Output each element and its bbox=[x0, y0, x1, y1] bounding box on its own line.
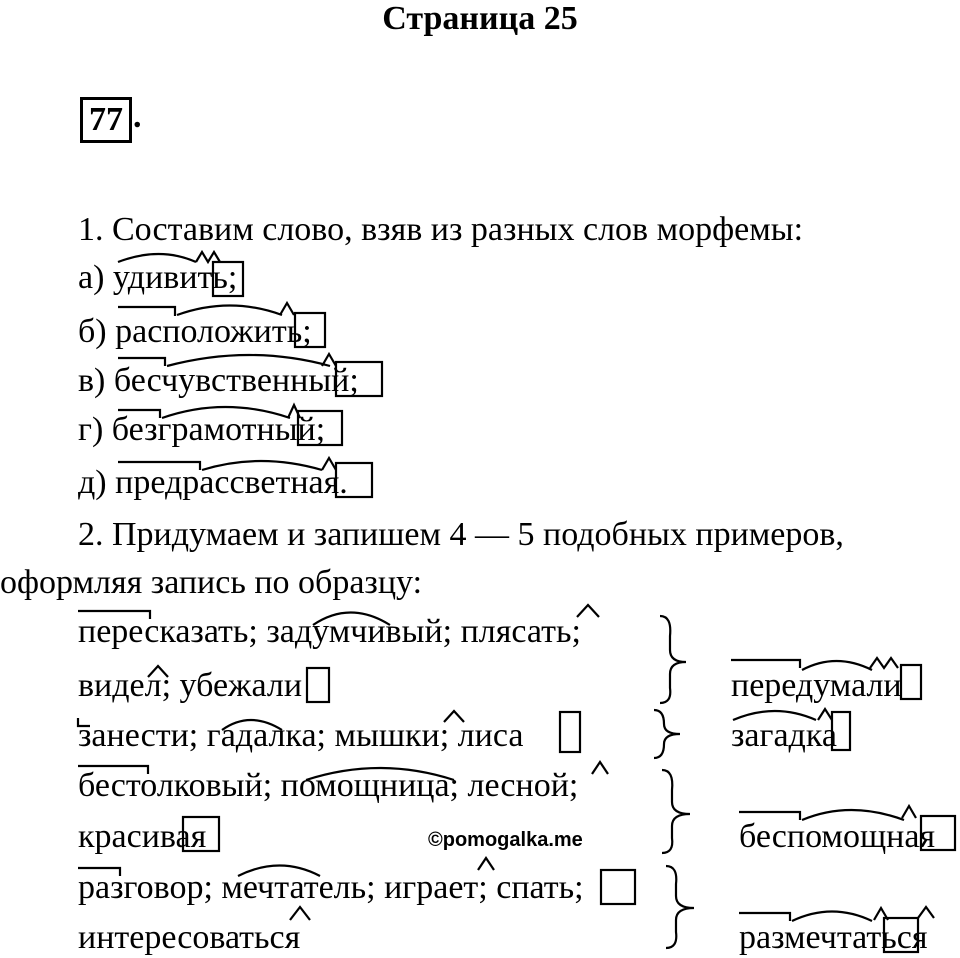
group4-result: размечтаться bbox=[739, 919, 928, 956]
group3-source-line1: бестолковый; помощница; лесной; bbox=[78, 767, 579, 804]
exercise-number: 77 bbox=[80, 97, 132, 143]
group3-source-line2: красивая bbox=[78, 818, 207, 855]
group1-source-line1: пересказать; задумчивый; плясать; bbox=[78, 613, 581, 650]
watermark: ©pomogalka.me bbox=[428, 829, 583, 851]
task2-heading-line1: 2. Придумаем и запишем 4 — 5 подобных примеров, bbox=[78, 516, 844, 553]
task1-item-a: а) удивить; bbox=[78, 259, 238, 296]
suffix-mark bbox=[592, 762, 608, 774]
exercise-number-dot: . bbox=[133, 98, 142, 135]
group4-source-line2: интересоваться bbox=[78, 919, 301, 956]
suffix-mark bbox=[918, 907, 934, 918]
brace bbox=[660, 616, 686, 703]
group4-source-line1: разговор; мечтатель; играет; спать; bbox=[78, 869, 584, 906]
brace bbox=[666, 866, 694, 948]
task2-heading-line2: оформляя запись по образцу: bbox=[0, 564, 423, 601]
page-title: Страница 25 bbox=[382, 0, 578, 37]
ending-box bbox=[901, 665, 921, 699]
brace bbox=[662, 770, 690, 853]
ending-box bbox=[560, 712, 580, 752]
task1-item-b: б) расположить; bbox=[78, 313, 312, 350]
task1-heading: 1. Составим слово, взяв из разных слов морфемы: bbox=[78, 211, 804, 248]
task1-item-d: г) безграмотный; bbox=[78, 411, 326, 448]
group1-result: передумали bbox=[731, 667, 902, 704]
ending-box bbox=[307, 668, 329, 702]
task1-item-e: д) предрассветная. bbox=[78, 464, 348, 501]
group1-source-line2: видел; убежали bbox=[78, 667, 303, 704]
brace bbox=[654, 710, 680, 758]
ending-box bbox=[601, 870, 635, 904]
group2-source-line1: занести; гадалка; мышки; лиса bbox=[78, 717, 524, 754]
task1-item-c: в) бесчувственный; bbox=[78, 362, 359, 399]
group2-result: загадка bbox=[731, 717, 837, 754]
group3-result: беспомощная bbox=[739, 818, 936, 855]
